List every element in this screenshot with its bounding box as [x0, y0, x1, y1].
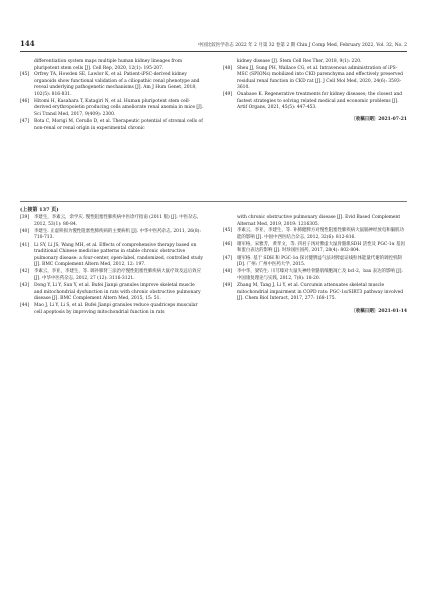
bottom-left-column — [20, 207, 204, 317]
reference-number: [46] — [223, 241, 233, 247]
reference-number: [42] — [20, 269, 30, 275]
reference-item — [20, 303, 204, 316]
reference-item — [20, 119, 204, 132]
page-header — [20, 39, 407, 52]
reference-item — [223, 256, 407, 269]
reference-text: 李建生，李素云，余学庆. 慢性阻塞性肺疾病中医诊疗指南 (2011 版) [J]. 中医杂志, 2012, 53(1): 80-84. — [34, 215, 199, 227]
reference-item — [223, 269, 407, 282]
journal-running-title: 中国比较医学杂志 2022 年 2 月第 32 卷第 2 期 Chin J Comp Med, February 2022, Vol. 32, No. 2 — [197, 43, 407, 48]
reference-number: [46] — [20, 98, 30, 104]
reference-number: [49] — [223, 92, 233, 98]
reference-text: Sheu JJ, Sung PH, Wallace CG, et al. Intravenous administration of iPS-MSC (SPIONs) mobilized into CKD parenchyma and effectively preserved residual renal function in CKD rat [J]. J Cell Mol Med, 2020, 24(6): 3593-3610. — [237, 65, 403, 90]
reference-item — [223, 92, 407, 112]
reference-number: [47] — [223, 255, 233, 261]
reference-number: [48] — [223, 65, 233, 71]
reference-text: 谢军格. 基于 SDH 和 PGC-1α 探讨健脾益气法对脾虚证线粒体能量代谢的调控机制 [D]. 广州: 广州中医药大学, 2015. — [237, 255, 402, 268]
reference-item — [20, 72, 204, 98]
reference-text: Li SY, Li JS, Wang MH, et al. Effects of comprehensive therapy based on traditional Chinese medicine patterns in stable chronic obstructive pulmonary disease: a four-center, open-label, randomized, controlled study [J]. BMC Complement Altern Med, 2012, 12: 197. — [34, 242, 204, 268]
reference-text: Orfrey TA, Howden SE, Lawlor K, et al. Patient-iPSC-derived kidney organoids show functional validation of a ciliopathic renal phenotype and reveal underlying pathogenetic mechanisms [J]. Am J Hum Genet, 2018, 102(5): 816-831. — [34, 72, 200, 97]
reference-number: [41] — [20, 242, 30, 248]
top-right-column — [223, 59, 407, 123]
received-date: 〔收稿日期〕2021-07-21 — [351, 116, 407, 122]
top-left-column — [20, 59, 204, 133]
reference-number: [47] — [20, 119, 30, 125]
reference-text: Rota C, Morigi M, Cerullo D, et al. Therapeutic potential of stromal cells of non-renal or renal origin in experimental chronic — [34, 119, 203, 131]
reference-item — [20, 215, 204, 228]
reference-continuation: differentiation system maps multiple human kidney lineages from pluripotent stem cells [J]. Cell Rep, 2020, 12(1): 195-207. — [34, 59, 183, 71]
reference-text: Dong Y, Li Y, Sun Y, et al. Bufei Jianpi granules improve skeletal muscle and mitochondrial dysfunction in rats with chronic obstructive pulmonary disease [J]. BMC Complement Altern Med, 2015, 15: 51. — [34, 283, 201, 302]
reference-number: [43] — [20, 283, 30, 289]
reference-text: 李素云，李亚，李建生，等. 调补肺肾三法治疗慢性阻塞性肺疾病大鼠疗效及远后效应 [J]. 中华中医药杂志, 2012, 27 (12): 3116-3121. — [34, 269, 202, 281]
reference-text: 李素云，李亚，李建生，等. 补肺健脾方对慢性阻塞性肺疾病大鼠膈神经放电和膈肌功能的影响 [J]. 中国中西医结合杂志, 2012, 32(6): 812-816. — [237, 228, 405, 240]
reference-item — [223, 242, 407, 255]
reference-number: [45] — [223, 228, 233, 233]
reference-number: [44] — [20, 303, 30, 309]
reference-item — [20, 243, 204, 269]
reference-item — [20, 229, 204, 242]
reference-text: Zhang M, Tang J, Li Y, et al. Curcumin attenuates skeletal muscle mitochondrial impairment in COPD rats: PGC-1α/SIRT3 pathway involved [J]. Chem Biol Interact, 2017, 277: 168-175. — [237, 283, 404, 302]
section-divider — [20, 201, 407, 202]
reference-text: 谢军格，宋雅芳，黄孝文，等. 四君子汤对脾虚大鼠骨骼肌SDH 活性及 PGC-1α 基因和蛋白表达的影响 [J]. 时珍国医国药, 2017, 28(4): 802-804. — [237, 241, 405, 254]
bottom-right-column — [223, 215, 407, 315]
received-date: 〔收稿日期〕2021-01-14 — [351, 308, 407, 314]
reference-text: Ouabaoe K. Regenerative treatments for kidney diseases; the closest and fastest strategies to solving related medical and economic problems [J]. Artif Organs, 2021, 45(5): 447-453. — [237, 92, 403, 111]
reference-number: [40] — [20, 228, 30, 234]
reference-item — [20, 269, 204, 282]
reference-continuation: kidney disease [J]. Stem Cell Res Ther, 2018, 9(1): 220. — [237, 59, 362, 64]
reference-text: Hitomi H, Kasahara T, Katagiri N, et al. Human pluripotent stem cell-derived erythropoietin producing cells ameliorate renal anemia in mice [J]. Sci Transl Med, 2017, 9(409): 2300. — [34, 98, 204, 117]
reference-item — [223, 283, 407, 303]
reference-number: [49] — [223, 283, 233, 289]
reference-number: [48] — [223, 269, 233, 275]
continued-from-label: (上接第 137 页) — [20, 207, 59, 213]
reference-number: [39] — [20, 215, 30, 220]
reference-item — [20, 283, 204, 303]
reference-item — [223, 66, 407, 92]
reference-text: Mao J, Li Y, Li S, et al. Bufei Jianpi granules reduce quadriceps muscular cell apoptosis by improving mitochondrial function in rats — [34, 303, 198, 315]
reference-text: 李中华，梁钧生. 川芎嗪对大鼠失神经骨骼肌细胞凋亡及 bcl-2、bax 表达的影响 [J]. 中国康复理论与实践, 2012, 7(8): 18-20. — [237, 269, 403, 281]
reference-item — [20, 99, 204, 119]
reference-number: [45] — [20, 72, 30, 77]
reference-item — [223, 228, 407, 241]
page-number: 144 — [20, 39, 35, 48]
reference-text: 李建生. 正虚积损为慢性阻塞性肺疾病的主要病机 [J]. 中华中医药杂志, 2011, 26(8): 710-713. — [34, 228, 201, 241]
reference-continuation: with chronic obstructive pulmonary disease [J]. Evid Based Complement Alternat Med, 2019, 2019: 1216305. — [237, 215, 401, 227]
